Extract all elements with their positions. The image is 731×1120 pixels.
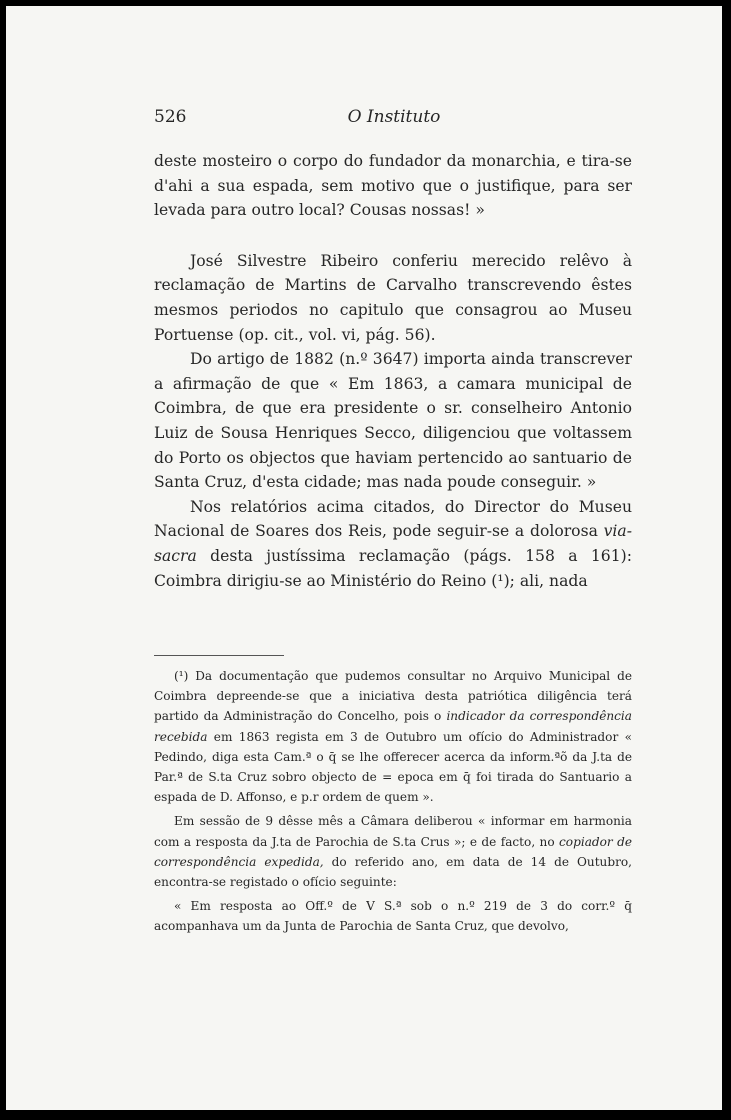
text-run: « Em resposta ao Off.º de V S.ª sob o n.º 219 de 3 do corr.º q̄ acompanhava um da Junta de Parochia de Santa Cruz, que devolvo, [154,899,632,934]
paragraph: José Silvestre Ribeiro conferiu merecido relêvo à reclamação de Martins de Carvalho transcrevendo êstes mesmos periodos no capitulo que consagrou ao Museu Portuense (op. cit., vol. vi, pág. 56). [154,251,632,344]
paragraph [154,495,632,593]
italic-text-run: indicador da correspondência recebida [154,709,632,744]
text-run: Nos relatórios acima citados, do Director do Museu Nacional de Soares dos Reis, pode seguir-se a dolorosa [154,497,632,541]
text-run: Em sessão de 9 dêsse mês a Câmara deliberou « informar em harmonia com a resposta da J.ta de Parochia de S.ta Crus »; e de facto, no [154,814,632,849]
footnote-paragraph [154,811,632,892]
text-run: em 1863 regista em 3 de Outubro um ofício do Administrador « Pedindo, diga esta Cam.ª o q̄ se lhe offerecer acerca da inform.ªõ da J.ta de Par.ª de S.ta Cruz sobro objecto de = epoca em q̄ foi tirada do Santuario a espada de D. Affonso, e p.r ordem de quem ». [154,729,632,805]
page-number: 526 [154,107,187,127]
main-text [154,149,632,593]
paragraph: deste mosteiro o corpo do fundador da monarchia, e tira-se d'ahi a sua espada, sem motivo que o justifique, para ser levada para outro local? Cousas nossas! » [154,152,632,220]
paragraph: Do artigo de 1882 (n.º 3647) importa ainda transcrever a afirmação de que « Em 1863, a camara municipal de Coimbra, de que era presidente o sr. conselheiro Antonio Luiz de Sousa Henriques Secco, diligenciou que voltassem do Porto os objectos que haviam pertencido ao santuario de Santa Cruz, d'esta cidade; mas nada poude conseguir. » [154,350,632,492]
footnote-paragraph [154,896,632,936]
running-header [154,107,634,131]
book-page [6,6,722,1110]
text-run: desta justíssima reclamação (págs. 158 a 161): Coimbra dirigiu-se ao Ministério do Reino (¹); ali, nada [154,546,632,590]
italic-text-run: copiador de correspondência expedida, [154,834,633,869]
text-run: (¹) Da documentação que pudemos consultar no Arquivo Municipal de Coimbra depreende-se que a iniciativa desta patriótica diligência terá partido da Administração do Concelho, pois o [154,669,632,724]
footnote [154,666,632,807]
italic-text-run: via-sacra [154,522,632,565]
text-run: do referido ano, em data de 14 de Outubro, encontra-se registado o ofício seguinte: [154,854,632,890]
footnote-divider [154,655,284,656]
running-title: O Instituto [347,107,441,127]
footnotes [154,666,632,937]
